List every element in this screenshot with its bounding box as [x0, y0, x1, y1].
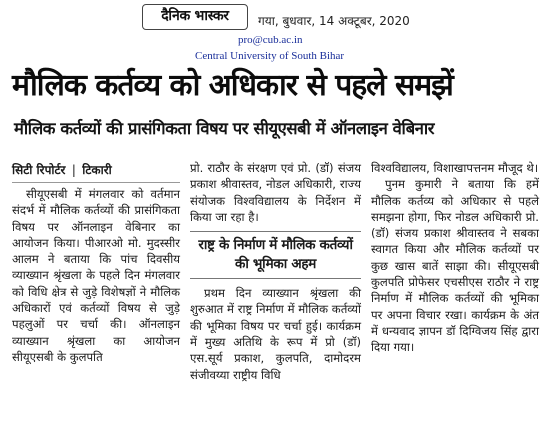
column-3-paragraph-1: विश्वविद्यालय, विशाखापत्तनम मौजूद थे। [371, 161, 539, 175]
byline [12, 160, 180, 183]
contact-email: pro@cub.ac.in [238, 34, 303, 46]
newspaper-logo: दैनिक भास्कर [142, 4, 248, 30]
byline-reporter: सिटी रिपोर्टर [12, 163, 66, 177]
article-column-2 [190, 160, 361, 383]
article-column-1 [12, 160, 180, 365]
column-1-paragraph: सीयूएसबी में मंगलवार को वर्तमान संदर्भ में मौलिक कर्तव्यों की प्रासंगिकता विषय पर ऑनलाइन वेबिनार का आयोजन किया। पीआरओ मो. मुदस्सीर आलम ने बताया कि पांच दिवसीय व्याख्यान श्रृंखला के पहले दिन मंगलवार को विधि क्षेत्र से जुड़े विशेषज्ञों ने मौलिक अधिकारों एवं कर्तव्यों विषय से जुड़े पहलुओं पर चर्चा की। ऑनलाइन व्याख्यान श्रृंखला का आयोजन सीयूएसबी के कुलपति [12, 187, 180, 364]
dateline: गया, बुधवार, 14 अक्टूबर, 2020 [258, 14, 410, 28]
university-name: Central University of South Bihar [195, 50, 345, 62]
byline-separator: | [71, 163, 77, 177]
byline-location: टिकारी [82, 163, 112, 177]
article-subheadline: मौलिक कर्तव्यों की प्रासंगिकता विषय पर सीयूएसबी में ऑनलाइन वेबिनार [14, 119, 435, 138]
column-3-paragraph-2: पुनम कुमारी ने बताया कि हमें मौलिक कर्तव्य को अधिकार से पहले समझना होगा, फिर नोडल अधिकारी प्रो. (डॉ) संजय प्रकाश श्रीवास्तव ने सबका स्वागत किया और मौलिक कर्तव्यों पर कुछ खास बातें साझा की। सीयूएसबी कुलपति प्रोफेसर एचसीएस राठौर ने राष्ट्र निर्माण में मौलिक कर्तव्यों की भूमिका पर अपना विचार रखा। कार्यक्रम के अंत में धन्यवाद ज्ञापन डॉ दिग्विजय सिंह द्वारा दिया गया। [371, 177, 539, 355]
article-headline: मौलिक कर्तव्य को अधिकार से पहले समझें [12, 68, 453, 103]
section-subheading: राष्ट्र के निर्माण में मौलिक कर्तव्यों की भूमिका अहम [190, 231, 361, 279]
article-column-3 [371, 160, 539, 356]
column-2-paragraph-1: प्रो. राठौर के संरक्षण एवं प्रो. (डॉ) संजय प्रकाश श्रीवास्तव, नोडल अधिकारी, राज्य संयोजक विश्वविद्यालय के निर्देशन में किया जा रहा है। [190, 161, 361, 224]
column-2-paragraph-2: प्रथम दिन व्याख्यान श्रृंखला की शुरुआत में राष्ट्र निर्माण में मौलिक कर्तव्यों की भूमिका विषय पर चर्चा हुई। कार्यक्रम में मुख्य अतिथि के रूप में प्रो (डॉ) एस.सूर्य प्रकाश, कुलपति, दामोदरम संजीवय्या राष्ट्रीय विधि [190, 286, 361, 382]
